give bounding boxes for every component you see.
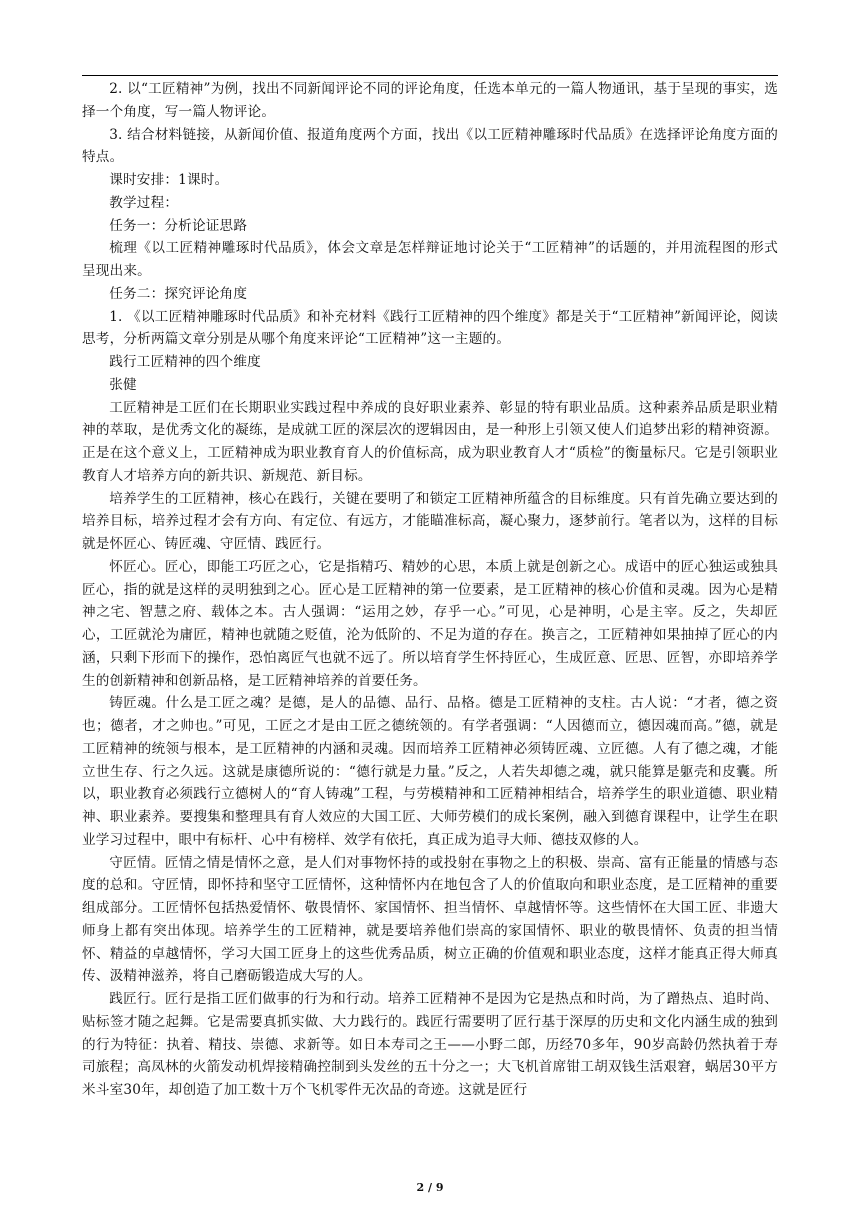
paragraph: 任务一：分析论证思路 [109, 217, 248, 234]
paragraph: 梳理《以工匠精神雕琢时代品质》，体会文章是怎样辩证地讨论关于“工匠精神”的话题的，并用流程图的形式呈现出来。 [82, 240, 778, 279]
paragraph: 3. 结合材料链接，从新闻价值、报道角度两个方面，找出《以工匠精神雕琢时代品质》在选择评论角度方面的特点。 [82, 126, 778, 166]
paragraph: 守匠情。匠情之情是情怀之意，是人们对事物怀持的或投射在事物之上的积极、崇高、富有正能量的情感与态度的总和。守匠情，即怀持和坚守工匠情怀，这种情怀内在地包含了人的价值取向和职业态度，是工匠精神的重要组成部分。工匠情怀包括热爱情怀、敬畏情怀、家国情怀、担当情怀、卓越情怀等。这些情怀在大国工匠、非遗大师身上都有突出体现。培养学生的工匠精神，就是要培养他们崇高的家国情怀、职业的敬畏情怀、负责的担当情怀、精益的卓越情怀，学习大国工匠身上的这些优秀品质，树立正确的价值观和职业态度，这样才能真正得大师真传、汲精神滋养，将自己磨砺锻造成大写的人。 [82, 854, 778, 985]
paragraph: 践匠行。匠行是指工匠们做事的行为和行动。培养工匠精神不是因为它是热点和时尚，为了蹭热点、追时尚、贴标签才随之起舞。它是需要真抓实做、大力践行的。践匠行需要明了匠行基于深厚的历史和文化内涵生成的独到的行为特征：执着、精技、崇德、求新等。如日本寿司之王——小野二郎，历经70多年，90岁高龄仍然执着于寿司旅程；高凤林的火箭发动机焊接精确控制到头发丝的五十分之一；大飞机首席钳工胡双钱生活艰窘，蜗居30平方米斗室30年，却创造了加工数十万个飞机零件无次品的奇迹。这就是匠行 [82, 991, 778, 1098]
paragraph: 铸匠魂。什么是工匠之魂？是德，是人的品德、品行、品格。德是工匠精神的支柱。古人说：“才者，德之资也；德者，才之帅也。”可见，工匠之才是由工匠之德统领的。有学者强调：“人因德而立，德因魂而高。”德，就是工匠精神的统领与根本，是工匠精神的内涵和灵魂。因而培养工匠精神必须铸匠魂、立匠德。人有了德之魂，才能立世生存、行之久远。这就是康德所说的：“德行就是力量。”反之，人若失却德之魂，就只能算是躯壳和皮囊。所以，职业教育必须践行立德树人的“育人铸魂”工程，与劳模精神和工匠精神相结合，培养学生的职业道德、职业精神、职业素养。要搜集和整理具有育人效应的大国工匠、大师劳模们的成长案例，融入到德育课程中，让学生在职业学习过程中，眼中有标杆、心中有榜样、效学有依托，真正成为追寻大师、德技双修的人。 [82, 695, 778, 848]
article-author: 张健 [109, 376, 137, 393]
page-number: 2 / 9 [416, 1181, 444, 1194]
paragraph: 怀匠心。匠心，即能工巧匠之心，它是指精巧、精妙的心思，本质上就是创新之心。成语中的匠心独运或独具匠心，指的就是这样的灵明独到之心。匠心是工匠精神的第一位要素，是工匠精神的核心价值和灵魂。因为心是精神之宅、智慧之府、载体之本。古人强调：“运用之妙，存乎一心。”可见，心是神明，心是主宰。反之，失却匠心，工匠就沦为庸匠，精神也就随之贬值，沦为低阶的、不足为道的存在。换言之，工匠精神如果抽掉了匠心的内涵，只剩下形而下的操作，恐怕离匠气也就不远了。所以培育学生怀持匠心，生成匠意、匠思、匠智，亦即培养学生的创新精神和创新品格，是工匠精神培养的首要任务。 [82, 558, 778, 689]
paragraph: 课时安排：1课时。 [109, 172, 229, 188]
paragraph: 任务二：探究评论角度 [109, 285, 248, 302]
paragraph: 2. 以“工匠精神”为例，找出不同新闻评论不同的评论角度，任选本单元的一篇人物通讯，基于呈现的事实，选择一个角度，写一篇人物评论。 [82, 81, 778, 120]
paragraph: 培养学生的工匠精神，核心在践行，关键在要明了和锁定工匠精神所蕴含的目标维度。只有首先确立要达到的培养目标，培养过程才会有方向、有定位、有远方，才能瞄准标高，凝心聚力，逐梦前行。笔者以为，这样的目标就是怀匠心、铸匠魂、守匠情、践匠行。 [82, 490, 778, 552]
paragraph: 教学过程： [109, 194, 179, 211]
paragraph: 工匠精神是工匠们在长期职业实践过程中养成的良好职业素养、彰显的特有职业品质。这种素养品质是职业精神的萃取，是优秀文化的凝练，是成就工匠的深层次的逻辑因由，是一种形上引领又使人们追梦出彩的精神资源。正是在这个意义上，工匠精神成为职业教育育人的价值标高，成为职业教育人才“质检”的衡量标尺。它是引领职业教育人才培养方向的新共识、新规范、新目标。 [82, 399, 778, 484]
article-title: 践行工匠精神的四个维度 [109, 354, 261, 370]
paragraph: 1. 《以工匠精神雕琢时代品质》和补充材料《践行工匠精神的四个维度》都是关于“工匠精神”新闻评论，阅读思考，分析两篇文章分别是从哪个角度来评论“工匠精神”这一主题的。 [82, 308, 778, 348]
document-body [82, 78, 778, 1102]
header-rule [82, 75, 778, 76]
